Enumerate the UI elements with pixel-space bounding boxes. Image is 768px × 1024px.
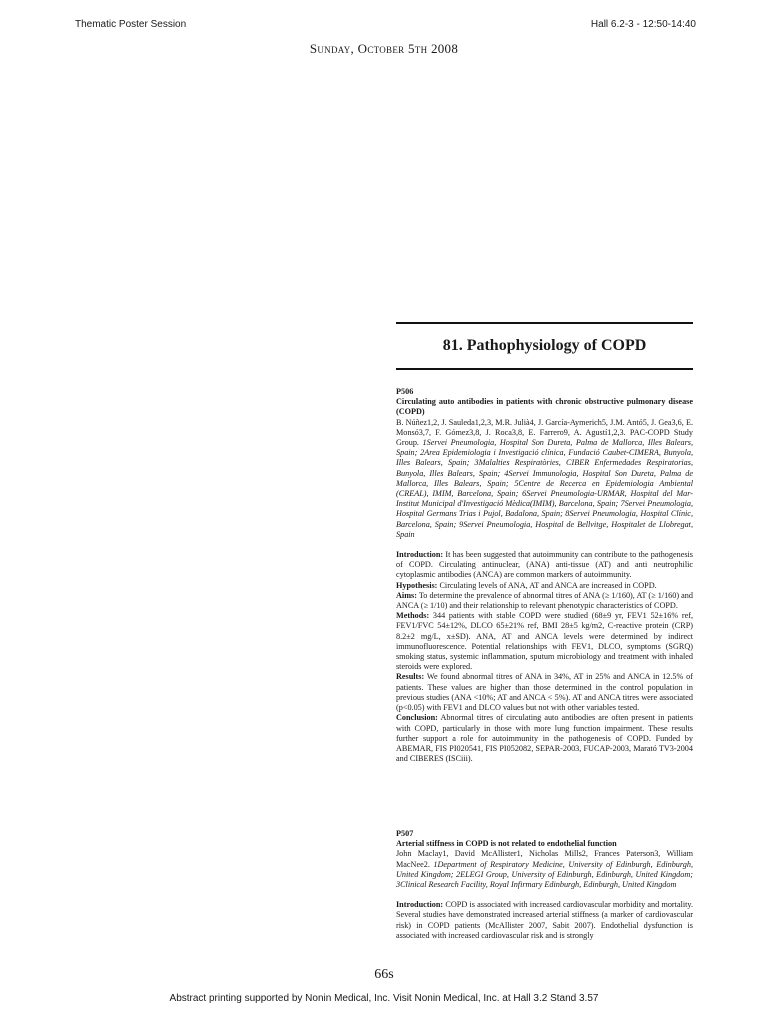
aims-paragraph: Aims: To determine the prevalence of abnormal titres of ANA (≥ 1/160), AT (≥ 1/160) and ANCA (≥ 1/10) and their relationship to relevant phenotypic characteristics of COPD. [396, 590, 693, 611]
abstract-p507 [396, 829, 693, 941]
page-number: 66s [374, 967, 394, 982]
abstract-authors: B. Núñez1,2, J. Sauleda1,2,3, M.R. Julià4, J. García-Aymerich5, J.M. Antó5, J. Gea3,6, E. Monsó3,7, F. Gómez3,8, J. Roca3,8, E. Farrero9, A. Agustí1,2,3. PAC-COPD Study Group. [396, 417, 693, 448]
abstract-id: P507 [396, 829, 414, 838]
abstract-title: Arterial stiffness in COPD is not related to endothelial function [396, 839, 617, 849]
sponsor-footer: Abstract printing supported by Nonin Medical, Inc. Visit Nonin Medical, Inc. at Hall 3.2 Stand 3.57 [169, 993, 599, 1004]
conclusion-paragraph: Conclusion: Abnormal titres of circulating auto antibodies are often present in patients with COPD, particularly in those with more lung function impairment. These results further support a role for autoimmunity in the pathogenesis of COPD. Funded by ABEMAR, FIS PI020541, FIS PI052082, SEPAR-2003, FUCAP-2003, Marató TV3-2004 and CIBERES (ISCiii). [396, 713, 693, 764]
abstract-p506 [396, 387, 693, 764]
abstract-title: Circulating auto antibodies in patients with chronic obstructive pulmonary disease (COPD) [396, 397, 693, 417]
running-header-left: Thematic Poster Session [75, 19, 187, 30]
introduction-paragraph: Introduction: COPD is associated with increased cardiovascular morbidity and mortality. Several studies have demonstrated increased arterial stiffness (a marker of cardiovascular risk) in COPD patients (McAllister 2007, Sabit 2007). Endothelial dysfunction is associated with increased cardiovascular risk and is strongly [396, 900, 694, 940]
section-rule-top [396, 322, 693, 324]
abstract-authors: John Maclay1, David McAllister1, Nicholas Mills2, Frances Paterson3, William MacNee2. [396, 849, 693, 869]
results-paragraph: Results: We found abnormal titres of ANA in 34%, AT in 25% and ANCA in 12.5% of patients. These values are higher than those determined in the control population in previous studies (ANA <10%; AT and ANCA < 5%). AT and ANCA titres were associated (p<0.05) with FEV1 and DLCO values but not with other variables tested. [396, 672, 693, 713]
methods-paragraph: Methods: 344 patients with stable COPD were studied (68±9 yr, FEV1 52±16% ref, FEV1/FVC 54±12%, DLCO 65±21% ref, BMI 28±5 kg/m2, C-reactive protein (CRP) 8.2±2 mg/L, x±SD). ANA, AT and ANCA levels were determined by indirect immunofluorescence. Potential relationships with FEV1, DLCO, symptoms (SGRQ) smoking status, systemic inflammation, sputum microbiology and treatment with inhaled steroids were explored. [396, 611, 693, 672]
abstract-affiliations: 1Department of Respiratory Medicine, University of Edinburgh, Edinburgh, United Kingdom; 2ELEGI Group, University of Edinburgh, Edinburgh, United Kingdom; 3Clinical Research Facility, Royal Infirmary Edinburgh, Edinburgh, United Kingdom [396, 859, 693, 890]
abstract-id: P506 [396, 387, 414, 396]
section-rule-bottom [396, 368, 693, 370]
abstract-affiliations: 1Servei Pneumologia, Hospital Son Dureta, Palma de Mallorca, Illes Balears, Spain; 2Area Epidemiologia i Investigació clínica, Fundació Caubet-CIMERA, Bunyola, Illes Balears, Spain; 3Malalties Respiratòries, CIBER Enfermedades Respiratorias, Bunyola, Illes Balears, Spain; 4Servei Immunologia, Hospital Son Dureta, Palma de Mallorca, Illes Balears, Spain; 5Centre de Recerca en Epidemiologia Ambiental (CREAL), IMIM, Barcelona, Spain; 6Servei Pneumologia-URMAR, Hospital del Mar-Institut Municipal d'Investigació Mèdica(IMIM), Barcelona, Spain; 7Servei Pneumologia, Hospital Germans Trias i Pujol, Badalona, Spain; 8Servei Pneumologia, Hospital Clínic, Barcelona, Spain; 9Servei Pneumologia, Hospital de Bellvitge, Hospitalet de Llobregat, Spain [396, 438, 693, 539]
section-title: 81. Pathophysiology of COPD [442, 337, 647, 354]
introduction-paragraph: Introduction: It has been suggested that autoimmunity can contribute to the pathogenesis of COPD. Circulating antinuclear, (ANA) anti-tissue (AT) and anti neutrophilic cytoplasmic antibodies (ANCA) are common markers of autoimmunity. [396, 550, 693, 580]
hypothesis-paragraph: Hypothesis: Circulating levels of ANA, AT and ANCA are increased in COPD. [396, 580, 657, 590]
session-date: Sunday, October 5th 2008 [309, 41, 459, 56]
running-header-right: Hall 6.2-3 - 12:50-14:40 [590, 19, 696, 30]
